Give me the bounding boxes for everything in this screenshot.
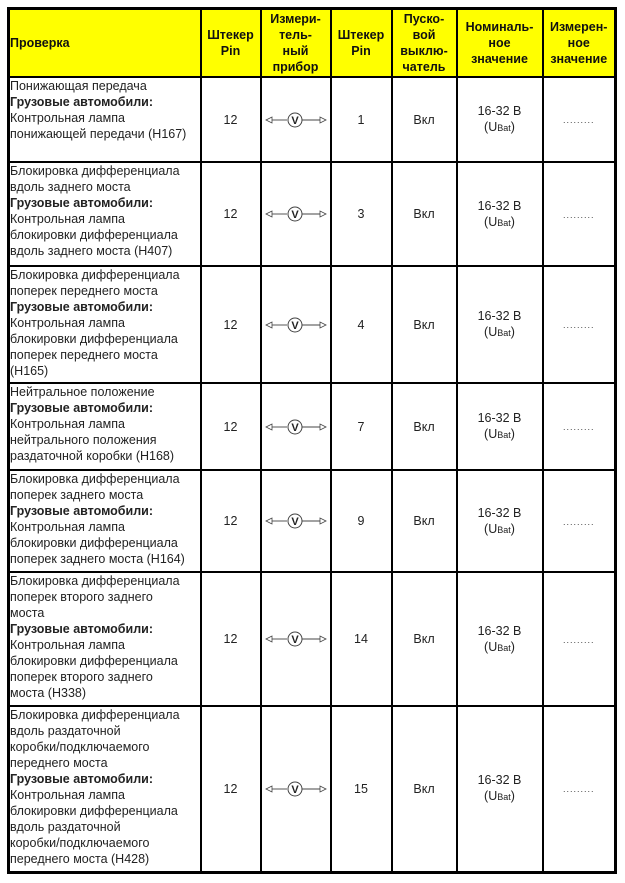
- measured-placeholder: .........: [562, 784, 595, 795]
- table-row: [9, 383, 616, 470]
- nominal-voltage: 16-32 В: [477, 411, 522, 425]
- table-row: [9, 706, 616, 872]
- measured-placeholder: .........: [562, 115, 595, 125]
- check-detail-line: Контрольная лампа: [10, 111, 125, 125]
- header-row: [9, 9, 616, 78]
- pin-1-value: 12: [201, 162, 261, 266]
- header-ignition-switch: [392, 9, 457, 78]
- check-description: [9, 77, 201, 162]
- ignition-switch-state: Вкл: [392, 77, 457, 162]
- nominal-voltage: 16-32 В: [477, 623, 522, 638]
- nominal-value: [457, 77, 543, 162]
- table-row: [9, 470, 616, 572]
- measured-placeholder: .........: [562, 422, 595, 432]
- check-title-line: моста: [10, 606, 45, 620]
- measured-value: [543, 266, 616, 383]
- nominal-voltage: 16-32 В: [477, 104, 522, 118]
- header-line: Измерен-: [550, 20, 608, 34]
- check-title-line: Понижающая передача: [10, 79, 147, 93]
- check-detail: [10, 787, 200, 867]
- nominal-reference: (UBat): [484, 521, 515, 536]
- check-detail-line: блокировки дифференциала: [10, 536, 178, 550]
- measured-value: [543, 470, 616, 572]
- header-line: Штекер: [337, 28, 385, 42]
- check-detail-line: коробки/подключаемого: [10, 836, 150, 850]
- table-row: [9, 77, 616, 162]
- svg-text:V: V: [290, 421, 299, 434]
- check-title-line: Блокировка дифференциала: [10, 708, 180, 722]
- header-meter: [261, 9, 331, 78]
- header-nominal-value: [457, 9, 543, 78]
- check-title: [10, 471, 200, 503]
- check-detail-line: Контрольная лампа: [10, 316, 125, 330]
- meter-cell: [261, 162, 331, 266]
- check-detail-line: поперек заднего моста (H164): [10, 552, 185, 566]
- pin-2-value: 1: [331, 77, 392, 162]
- check-detail: [10, 315, 200, 379]
- vehicle-category: Грузовые автомобили:: [10, 196, 153, 210]
- header-line: прибор: [272, 60, 319, 74]
- nominal-reference: (UBat): [484, 427, 515, 441]
- check-title-line: Нейтральное положение: [10, 385, 155, 399]
- check-title-line: вдоль раздаточной: [10, 724, 121, 738]
- ignition-switch-state: Вкл: [392, 266, 457, 383]
- header-line: чатель: [402, 60, 446, 74]
- check-title: [10, 707, 200, 771]
- check-title-line: переднего моста: [10, 756, 108, 770]
- check-detail-line: моста (H338): [10, 686, 87, 700]
- voltmeter-icon: [264, 513, 328, 529]
- header-line: Проверка: [10, 36, 70, 50]
- vehicle-category: Грузовые автомобили:: [10, 401, 153, 415]
- header-line: Номиналь-: [465, 20, 534, 34]
- ignition-switch-state: Вкл: [392, 470, 457, 572]
- meter-cell: [261, 266, 331, 383]
- check-title-line: Блокировка дифференциала: [10, 164, 180, 178]
- check-description: [9, 383, 201, 470]
- header-measured-value: [543, 9, 616, 78]
- header-line: значение: [471, 52, 528, 66]
- check-detail-line: Контрольная лампа: [10, 788, 125, 802]
- nominal-value: [457, 383, 543, 470]
- measured-placeholder: .........: [562, 320, 595, 330]
- pin-2-value: 15: [331, 706, 392, 872]
- pin-2-value: 14: [331, 572, 392, 706]
- check-description: [9, 162, 201, 266]
- check-description: [9, 572, 201, 706]
- check-title-line: поперек второго заднего: [10, 590, 153, 604]
- pin-2-value: 4: [331, 266, 392, 383]
- header-line: ное: [488, 36, 511, 50]
- meter-cell: [261, 572, 331, 706]
- nominal-reference: (UBat): [484, 214, 515, 229]
- vehicle-category: Грузовые автомобили:: [10, 504, 153, 518]
- header-line: значение: [550, 52, 608, 66]
- measured-placeholder: .........: [562, 634, 595, 645]
- check-detail: [10, 416, 200, 464]
- pin-1-value: 12: [201, 77, 261, 162]
- ignition-switch-state: Вкл: [392, 162, 457, 266]
- measured-value: [543, 706, 616, 872]
- nominal-value: [457, 706, 543, 872]
- check-detail-line: вдоль заднего моста (H407): [10, 244, 173, 258]
- check-description: [9, 706, 201, 872]
- nominal-reference: (UBat): [484, 789, 515, 804]
- vehicle-category: Грузовые автомобили:: [10, 300, 153, 314]
- measured-value: [543, 77, 616, 162]
- nominal-value: [457, 572, 543, 706]
- measured-value: [543, 383, 616, 470]
- check-title-line: вдоль заднего моста: [10, 180, 131, 194]
- ignition-switch-state: Вкл: [392, 383, 457, 470]
- check-title-line: поперек переднего моста: [10, 284, 158, 298]
- pin-2-value: 9: [331, 470, 392, 572]
- check-detail: [10, 637, 200, 701]
- vehicle-category: Грузовые автомобили:: [10, 772, 153, 786]
- voltmeter-icon: [264, 206, 328, 222]
- check-detail-line: блокировки дифференциала: [10, 228, 178, 242]
- measured-placeholder: .........: [562, 209, 595, 220]
- meter-cell: [261, 706, 331, 872]
- table-row: [9, 572, 616, 706]
- check-description: [9, 470, 201, 572]
- svg-text:V: V: [290, 209, 299, 221]
- check-title-line: Блокировка дифференциала: [10, 574, 180, 588]
- check-detail-line: вдоль раздаточной: [10, 820, 121, 834]
- header-line: Измери-: [270, 12, 321, 26]
- table-row: [9, 162, 616, 266]
- pin-2-value: 7: [331, 383, 392, 470]
- check-detail: [10, 110, 200, 142]
- nominal-reference: (UBat): [484, 325, 515, 339]
- check-detail-line: Контрольная лампа: [10, 520, 125, 534]
- pin-1-value: 12: [201, 383, 261, 470]
- header-line: тель-: [279, 28, 312, 42]
- check-title: [10, 384, 200, 400]
- pin-check-table: [7, 7, 617, 874]
- check-title: [10, 78, 200, 94]
- nominal-value: [457, 162, 543, 266]
- nominal-reference: (UBat): [484, 120, 515, 134]
- svg-text:V: V: [290, 634, 299, 646]
- nominal-voltage: 16-32 В: [477, 198, 522, 213]
- header-line: вой: [412, 28, 436, 42]
- pin-1-value: 12: [201, 706, 261, 872]
- check-detail-line: блокировки дифференциала: [10, 332, 178, 346]
- check-detail-line: переднего моста (H428): [10, 852, 150, 866]
- check-detail-line: Контрольная лампа: [10, 638, 125, 652]
- nominal-voltage: 16-32 В: [477, 309, 522, 323]
- nominal-voltage: 16-32 В: [477, 505, 522, 520]
- meter-cell: [261, 77, 331, 162]
- voltmeter-icon: [264, 317, 328, 333]
- voltmeter-icon: [264, 112, 328, 128]
- header-line: Pin: [220, 44, 241, 58]
- check-detail-line: понижающей передачи (H167): [10, 127, 187, 141]
- header-pin-2: [331, 9, 392, 78]
- meter-cell: [261, 470, 331, 572]
- ignition-switch-state: Вкл: [392, 706, 457, 872]
- pin-1-value: 12: [201, 572, 261, 706]
- pin-2-value: 3: [331, 162, 392, 266]
- svg-text:V: V: [290, 319, 299, 332]
- check-detail-line: (H165): [10, 364, 49, 378]
- nominal-value: [457, 266, 543, 383]
- check-detail: [10, 211, 200, 259]
- vehicle-category: Грузовые автомобили:: [10, 95, 153, 109]
- table-row: [9, 266, 616, 383]
- nominal-voltage: 16-32 В: [477, 773, 522, 788]
- header-line: выклю-: [400, 44, 448, 58]
- meter-cell: [261, 383, 331, 470]
- nominal-reference: (UBat): [484, 639, 515, 654]
- check-detail-line: блокировки дифференциала: [10, 804, 178, 818]
- svg-text:V: V: [290, 114, 299, 127]
- check-title: [10, 573, 200, 621]
- voltmeter-icon: [264, 781, 328, 797]
- header-line: ное: [567, 36, 590, 50]
- check-description: [9, 266, 201, 383]
- header-pin-1: [201, 9, 261, 78]
- check-detail-line: Контрольная лампа: [10, 212, 125, 226]
- header-check: [9, 9, 201, 78]
- measured-placeholder: .........: [562, 516, 595, 527]
- ignition-switch-state: Вкл: [392, 572, 457, 706]
- check-detail-line: блокировки дифференциала: [10, 654, 178, 668]
- header-line: ный: [282, 44, 309, 58]
- voltmeter-icon: [264, 631, 328, 647]
- voltmeter-icon: [264, 419, 328, 435]
- check-detail: [10, 519, 200, 567]
- svg-text:V: V: [290, 783, 299, 796]
- header-line: Pin: [351, 44, 371, 58]
- svg-text:V: V: [290, 516, 299, 528]
- check-detail-line: Контрольная лампа: [10, 417, 125, 431]
- check-title: [10, 267, 200, 299]
- nominal-value: [457, 470, 543, 572]
- measured-value: [543, 162, 616, 266]
- check-title-line: поперек заднего моста: [10, 488, 144, 502]
- check-title-line: Блокировка дифференциала: [10, 472, 180, 486]
- check-title-line: Блокировка дифференциала: [10, 268, 180, 282]
- pin-1-value: 12: [201, 470, 261, 572]
- check-detail-line: нейтрального положения: [10, 433, 157, 447]
- header-line: Пуско-: [403, 12, 445, 26]
- vehicle-category: Грузовые автомобили:: [10, 622, 153, 636]
- measured-value: [543, 572, 616, 706]
- check-title-line: коробки/подключаемого: [10, 740, 150, 754]
- pin-1-value: 12: [201, 266, 261, 383]
- check-title: [10, 163, 200, 195]
- header-line: Штекер: [207, 28, 254, 42]
- check-detail-line: раздаточной коробки (H168): [10, 449, 175, 463]
- check-detail-line: поперек переднего моста: [10, 348, 158, 362]
- check-detail-line: поперек второго заднего: [10, 670, 153, 684]
